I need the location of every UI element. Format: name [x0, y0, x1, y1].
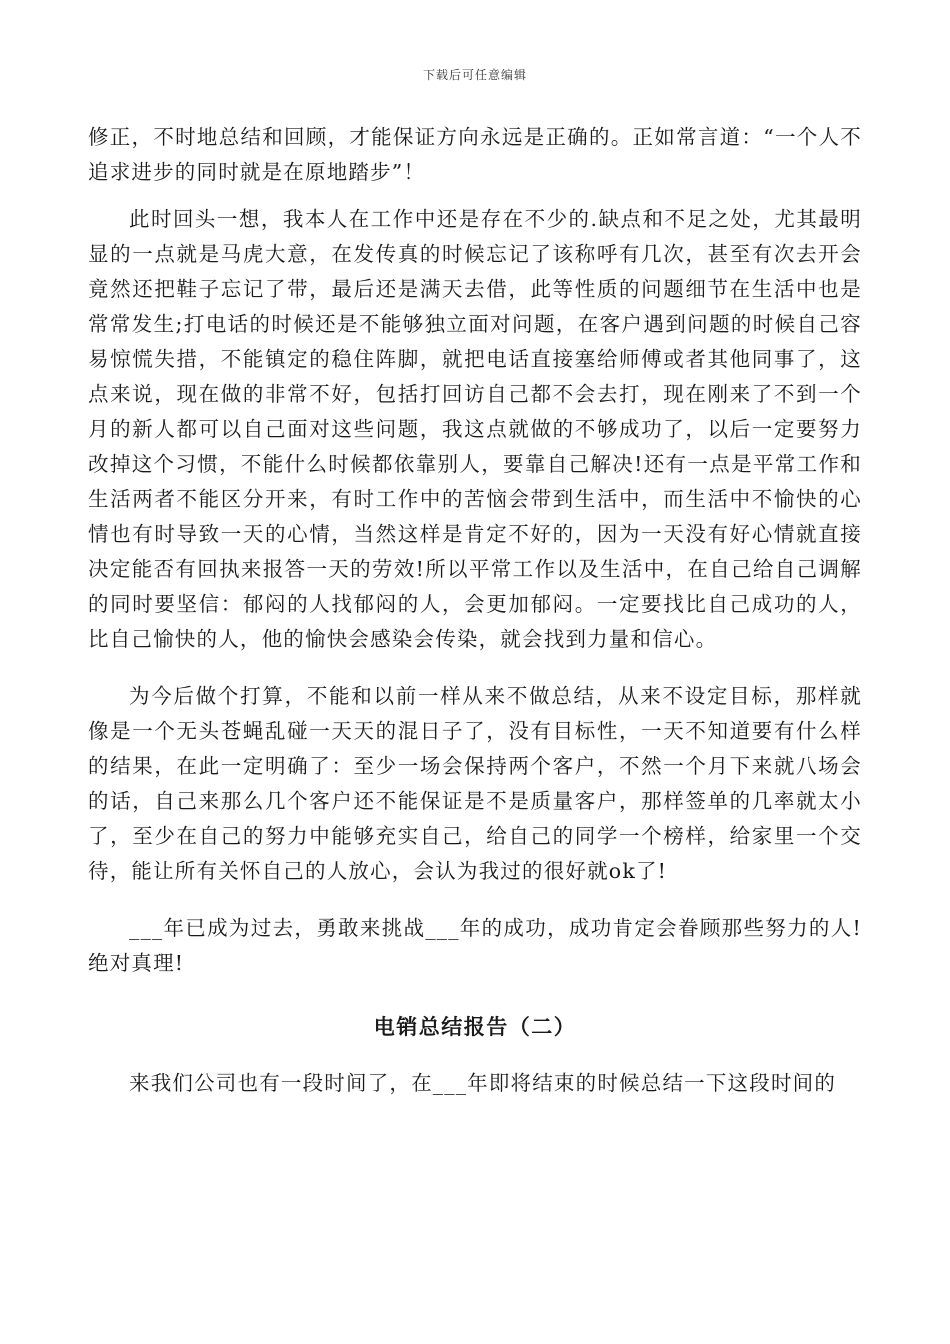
paragraph-4: ___年已成为过去，勇敢来挑战___年的成功，成功肯定会眷顾那些努力的人!绝对真理!	[88, 916, 862, 975]
paragraph-5: 来我们公司也有一段时间了，在___年即将结束的时候总结一下这段时间的	[129, 1071, 837, 1095]
paragraph-3: 为今后做个打算，不能和以前一样从来不做总结，从来不设定目标，那样就像是一个无头苍蝇乱碰一天天的混日子了，没有目标性，一天不知道要有什么样的结果，在此一定明确了：至少一场会保持两个客户，不然一个月下来就八场会的话，自己来那么几个客户还不能保证是不是质量客户，那样签单的几率就太小了，至少在自己的努力中能够充实自己，给自己的同学一个榜样，给家里一个交待，能让所有关怀自己的人放心，会认为我过的很好就ok了!	[88, 684, 862, 883]
section-title: 电销总结报告（二）	[373, 1014, 577, 1039]
page-header: 下载后可任意编辑	[422, 68, 527, 82]
paragraph-2: 此时回头一想，我本人在工作中还是存在不少的.缺点和不足之处，尤其最明显的一点就是马虎大意，在发传真的时候忘记了该称呼有几次，甚至有次去开会竟然还把鞋子忘记了带，最后还是满天去借，此等性质的问题细节在生活中也是常常发生;打电话的时候还是不能够独立面对问题，在客户遇到问题的时候自己容易惊慌失措，不能镇定的稳住阵脚，就把电话直接塞给师傅或者其他同事了，这点来说，现在做的非常不好，包括打回访自己都不会去打，现在刚来了不到一个月的新人都可以自己面对这些问题，我这点就做的不够成功了，以后一定要努力改掉这个习惯，不能什么时候都依靠别人，要靠自己解决!还有一点是平常工作和生活两者不能区分开来，有时工作中的苦恼会带到生活中，而生活中不愉快的心情也有时导致一天的心情，当然这样是肯定不好的，因为一天没有好心情就直接决定能否有回执来报答一天的劳效!所以平常工作以及生活中，在自己给自己调解的同时要坚信：郁闷的人找郁闷的人，会更加郁闷。一定要找比自己成功的人，比自己愉快的人，他的愉快会感染会传染，就会找到力量和信心。	[88, 207, 862, 651]
paragraph-1: 修正，不时地总结和回顾，才能保证方向永远是正确的。正如常言道：“一个人不追求进步的同时就是在原地踏步”！	[88, 125, 862, 184]
document-body	[88, 120, 862, 1101]
